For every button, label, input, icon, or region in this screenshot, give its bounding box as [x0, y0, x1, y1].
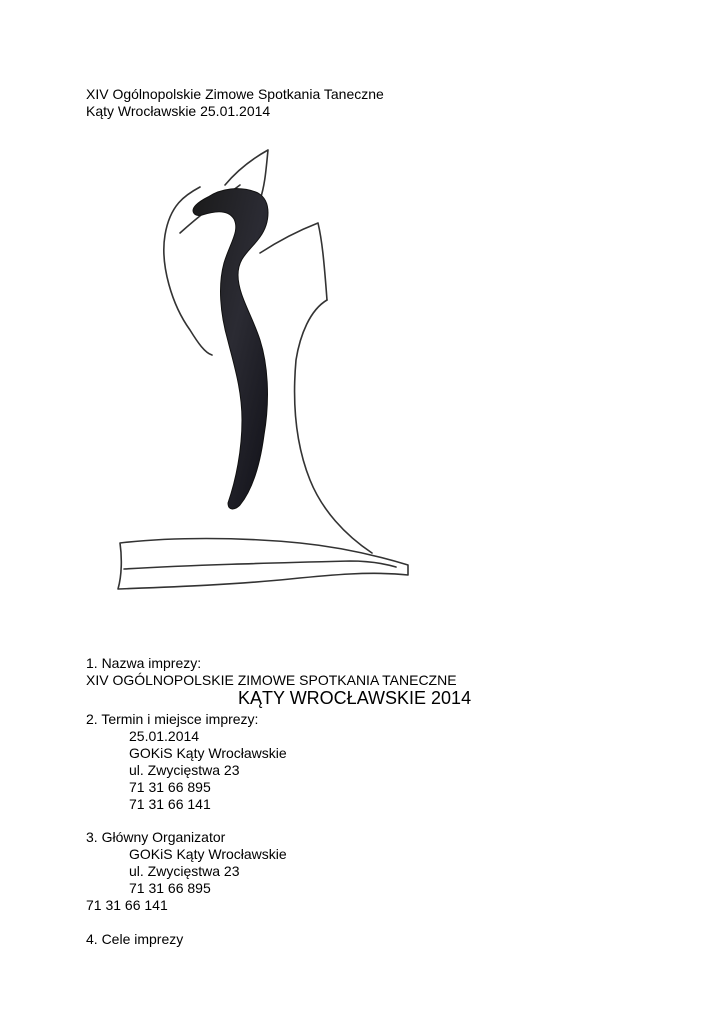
- event-phone1: 71 31 66 895: [129, 779, 211, 795]
- section3-heading: 3. Główny Organizator: [86, 829, 226, 845]
- organizer-phone1: 71 31 66 895: [129, 880, 211, 896]
- organizer-phone2: 71 31 66 141: [86, 897, 168, 913]
- section4-heading: 4. Cele imprezy: [86, 931, 184, 947]
- event-street: ul. Zwycięstwa 23: [129, 762, 240, 778]
- dancing-couple-statuette-icon: [110, 145, 420, 595]
- event-date: 25.01.2014: [129, 728, 200, 744]
- event-name-line2: KĄTY WROCŁAWSKIE 2014: [238, 688, 472, 708]
- event-phone2: 71 31 66 141: [129, 796, 211, 812]
- event-venue: GOKiS Kąty Wrocławskie: [129, 745, 287, 761]
- header-place-date: Kąty Wrocławskie 25.01.2014: [86, 103, 271, 119]
- section2-heading: 2. Termin i miejsce imprezy:: [86, 711, 259, 727]
- event-name-line1: XIV OGÓLNOPOLSKIE ZIMOWE SPOTKANIA TANECZNE: [86, 672, 457, 688]
- header-title: XIV Ogólnopolskie Zimowe Spotkania Taneczne: [86, 86, 384, 102]
- section1-heading: 1. Nazwa imprezy:: [86, 655, 202, 671]
- organizer-name: GOKiS Kąty Wrocławskie: [129, 846, 287, 862]
- organizer-street: ul. Zwycięstwa 23: [129, 863, 240, 879]
